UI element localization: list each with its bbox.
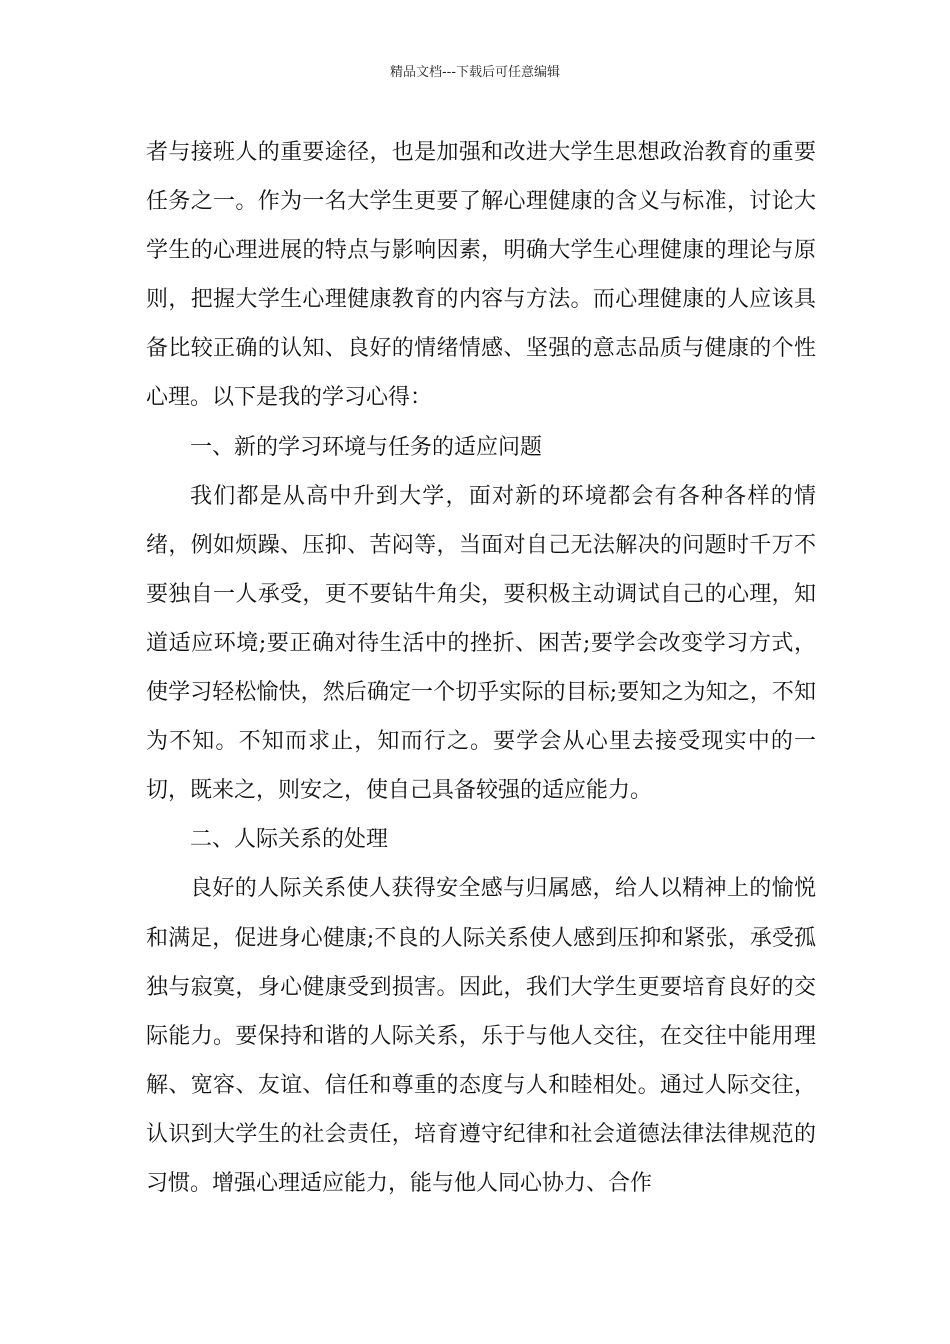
paragraph-intro: 者与接班人的重要途径，也是加强和改进大学生思想政治教育的重要任务之一。作为一名大学生更要了解心理健康的含义与标准，讨论大学生的心理进展的特点与影响因素，明确大学生心理健康的理论与原则，把握大学生心理健康教育的内容与方法。而心理健康的人应该具备比较正确的认知、良好的情绪情感、坚强的意志品质与健康的个性心理。以下是我的学习心得： [146,140,816,411]
section-heading-adaptation: 一、新的学习环境与任务的适应问题 [190,434,543,460]
paragraph-relationships: 良好的人际关系使人获得安全感与归属感，给人以精神上的愉悦和满足，促进身心健康;不良的人际关系使人感到压抑和紧张，承受孤独与寂寞，身心健康受到损害。因此，我们大学生更要培育良好的交际能力。要保持和谐的人际关系，乐于与他人交往，在交往中能用理解、宽容、友谊、信任和尊重的态度与人和睦相处。通过人际交往，认识到大学生的社会责任，培育遵守纪律和社会道德法律法律规范的习惯。增强心理适应能力，能与他人同心协力、合作 [146,876,816,1196]
paragraph-adaptation: 我们都是从高中升到大学，面对新的环境都会有各种各样的情绪，例如烦躁、压抑、苦闷等，当面对自己无法解决的问题时千万不要独自一人承受，更不要钻牛角尖，要积极主动调试自己的心理，知道适应环境;要正确对待生活中的挫折、困苦;要学会改变学习方式，使学习轻松愉快，然后确定一个切乎实际的目标;要知之为知之，不知为不知。不知而求止，知而行之。要学会从心里去接受现实中的一切，既来之，则安之，使自己具备较强的适应能力。 [146,483,816,804]
page-header: 精品文档---下载后可任意编辑 [389,65,561,80]
document-body [146,128,816,1208]
section-heading-relationships: 二、人际关系的处理 [190,827,389,853]
